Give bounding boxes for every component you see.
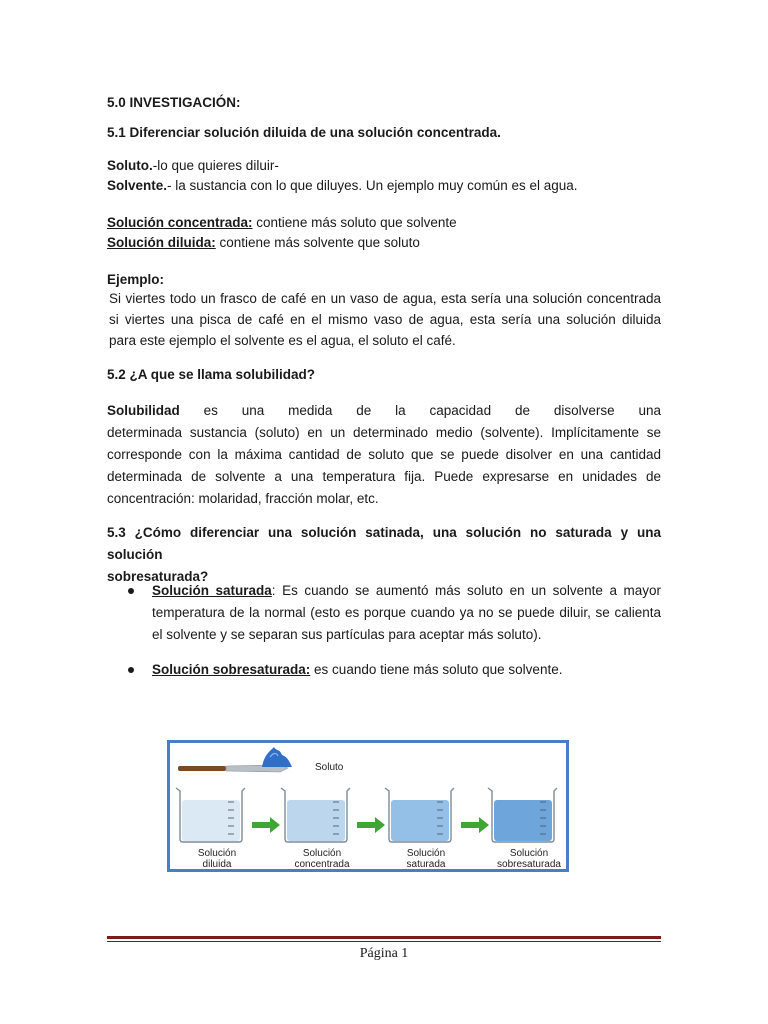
solubilidad-line-4: determinada de solvente a una temperatura fija. Puede expresarse en unidades de (107, 469, 661, 484)
solubilidad-paragraph (107, 400, 661, 510)
beaker-label-line-2: diluida (202, 859, 232, 870)
solubilidad-line-5: concentración: molaridad, fracción molar, etc. (107, 491, 379, 506)
ejemplo-line-1: Si viertes todo un frasco de café en un vaso de agua, esta sería una solución concentrada (109, 291, 661, 306)
concentrada-definition (107, 212, 661, 233)
solubilidad-line-3: corresponde con la máxima cantidad de soluto que se puede disolver en una cantidad (107, 447, 661, 462)
spatula-icon (178, 747, 292, 772)
solubilidad-line-1 (107, 400, 661, 422)
beaker-label-line-1: Solución (197, 848, 237, 859)
sobresaturada-term: Solución sobresaturada: (152, 662, 311, 677)
beaker-label-line-2: concentrada (294, 859, 350, 870)
section-5-3-title-line-1: 5.3 ¿Cómo diferenciar una solución satinada, una solución no saturada y una solución (107, 525, 661, 562)
beaker-sobresaturada-icon (488, 788, 557, 842)
soluto-text: -lo que quieres diluir- (152, 158, 279, 173)
section-5-0-title: 5.0 INVESTIGACIÓN: (107, 95, 241, 110)
solvente-definition (107, 175, 661, 196)
beaker-label-diluida (172, 848, 262, 870)
section-5-1-title: 5.1 Diferenciar solución diluida de una solución concentrada. (107, 125, 501, 140)
sobresaturada-text: es cuando tiene más soluto que solvente. (310, 662, 563, 677)
beaker-label-sobresaturada (484, 848, 574, 870)
soluto-term: Soluto. (107, 158, 153, 173)
bullet-icon (128, 588, 134, 594)
beaker-label-saturada (381, 848, 471, 870)
concentrada-term: Solución concentrada: (107, 215, 253, 230)
ejemplo-line-3: para este ejemplo el solvente es el agua, el soluto el café. (109, 333, 456, 348)
solubilidad-line-2: determinada sustancia (soluto) en un determinado medio (solvente). Implícitamente se (107, 425, 661, 440)
diluida-definition (107, 232, 661, 253)
ejemplo-line-2: si viertes una pisca de café en el mismo vaso de agua, esta sería una solución diluida (109, 312, 661, 327)
diluida-text: contiene más solvente que soluto (215, 235, 420, 250)
beaker-label-concentrada (277, 848, 367, 870)
solutions-figure (167, 740, 569, 872)
beaker-label-line-1: Solución (406, 848, 446, 859)
saturada-line-1 (152, 580, 661, 602)
beaker-label-line-1: Solución (302, 848, 342, 859)
bullet-icon (128, 667, 134, 673)
solubilidad-line-1-text: es una medida de la capacidad de disolverse una (179, 403, 661, 418)
beaker-label-line-2: saturada (406, 859, 446, 870)
section-5-3-title-line-2: sobresaturada? (107, 569, 209, 584)
soluto-label: Soluto (315, 762, 344, 773)
saturada-line-2: temperatura de la normal (esto es porque cuando ya no se puede diluir, se calienta (152, 605, 661, 620)
arrow-right-icon (357, 817, 385, 833)
ejemplo-paragraph (109, 288, 661, 351)
soluto-definition (107, 155, 661, 176)
section-5-3-title (107, 522, 661, 588)
beaker-saturada-icon (385, 788, 454, 842)
arrow-right-icon (461, 817, 489, 833)
beaker-diluida-icon (176, 788, 245, 842)
saturada-line-3: el solvente y se separan sus partículas para aceptar más soluto). (152, 627, 542, 642)
list-item-sobresaturada (152, 659, 661, 680)
solvente-text: - la sustancia con lo que diluyes. Un ejemplo muy común es el agua. (167, 178, 578, 193)
diluida-term: Solución diluida: (107, 235, 216, 250)
section-5-2-title: 5.2 ¿A que se llama solubilidad? (107, 367, 316, 382)
beaker-label-line-2: sobresaturada (497, 859, 561, 870)
footer-rule-thick (107, 936, 661, 939)
beaker-label-line-1: Solución (509, 848, 549, 859)
list-item-saturada (152, 580, 661, 646)
arrow-right-icon (252, 817, 280, 833)
concentrada-text: contiene más soluto que solvente (252, 215, 457, 230)
saturada-line-1-text: : Es cuando se aumentó más soluto en un solvente a mayor (271, 583, 661, 598)
footer-rule-thin (107, 941, 661, 942)
saturada-term: Solución saturada (152, 583, 272, 598)
ejemplo-title: Ejemplo: (107, 272, 165, 287)
page-number: Página 1 (359, 946, 409, 961)
beaker-concentrada-icon (281, 788, 350, 842)
solvente-term: Solvente. (107, 178, 168, 193)
solubilidad-term: Solubilidad (107, 403, 180, 418)
